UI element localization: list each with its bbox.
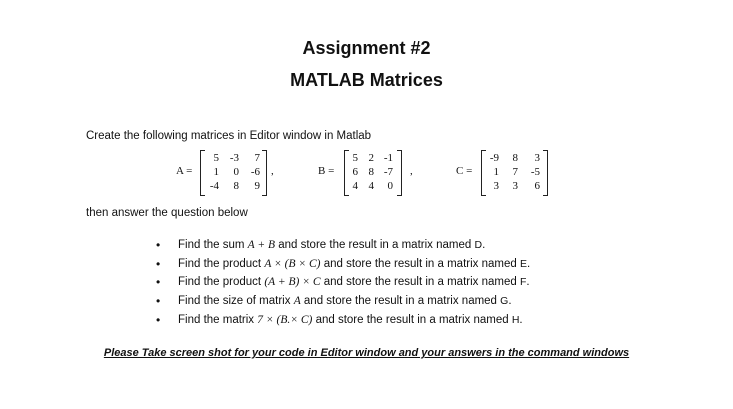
matrix-cell: 1 xyxy=(493,166,499,178)
matrix-label: A = xyxy=(176,165,193,177)
instruction-text: then answer the question below xyxy=(86,207,248,219)
assignment-title: Assignment #2 xyxy=(302,38,431,58)
task-item xyxy=(156,255,530,274)
matrix-separator: , xyxy=(410,165,413,177)
matrix-cell: 7 xyxy=(254,152,260,164)
task-end: . xyxy=(519,313,523,326)
matrix-cell: 6 xyxy=(534,180,540,192)
matrix-cell: 8 xyxy=(368,166,374,178)
right-bracket xyxy=(397,150,402,196)
task-end: . xyxy=(508,295,512,308)
task-text: and store the result in a matrix named xyxy=(320,276,520,289)
screenshot-note: Please Take screen shot for your code in Editor window and your answers in the command windows xyxy=(103,347,630,359)
matrix-cell: 0 xyxy=(233,166,239,178)
task-item xyxy=(156,273,530,292)
matrix-grid xyxy=(200,150,268,196)
matrix-cell: 4 xyxy=(352,180,358,192)
matrix-cell: 3 xyxy=(534,152,540,164)
matrix-label: B = xyxy=(318,165,335,177)
result-name: F xyxy=(519,276,527,289)
task-text: Find the product xyxy=(178,257,265,270)
task-end: . xyxy=(526,257,531,270)
right-bracket xyxy=(262,150,267,196)
result-name: E xyxy=(519,257,527,270)
task-text: Find the matrix xyxy=(178,313,258,326)
task-end: . xyxy=(482,239,486,251)
task-text: and store the result in a matrix named xyxy=(312,313,512,326)
task-list xyxy=(156,236,530,329)
task-math: A xyxy=(293,295,301,308)
matrix-cell: 7 xyxy=(512,166,518,178)
matrix-c xyxy=(456,150,556,196)
matrix-cell: 3 xyxy=(493,180,499,192)
task-math: A + B xyxy=(247,239,276,251)
result-name: H xyxy=(511,313,520,326)
task-text: Find the product xyxy=(178,276,265,289)
matrix-cell: 2 xyxy=(368,152,374,164)
matrix-cell: 8 xyxy=(233,180,239,192)
matrix-cell: 4 xyxy=(368,180,374,192)
matrix-grid xyxy=(481,150,551,196)
matrix-cell: -6 xyxy=(250,166,260,178)
assignment-subtitle: MATLAB Matrices xyxy=(290,70,443,90)
matrix-cell: 6 xyxy=(352,166,358,178)
matrix-cell: -3 xyxy=(229,152,239,164)
task-item xyxy=(156,292,530,311)
matrix-cell: -9 xyxy=(489,152,499,164)
intro-text: Create the following matrices in Editor window in Matlab xyxy=(86,130,372,142)
matrix-cell: 8 xyxy=(512,152,518,164)
matrix-cell: 5 xyxy=(213,152,219,164)
task-math: 7 × (B.× C) xyxy=(257,313,313,326)
task-math: (A + B) × C xyxy=(264,276,321,289)
matrix-cell: 5 xyxy=(352,152,358,164)
task-math: A × (B × C) xyxy=(264,257,321,270)
matrix-b xyxy=(318,150,422,196)
result-name: D xyxy=(474,239,483,251)
task-item xyxy=(156,311,530,330)
task-text: Find the sum xyxy=(178,239,248,251)
task-item xyxy=(156,236,530,255)
task-text: and store the result in a matrix named xyxy=(300,295,501,308)
matrix-cell: -5 xyxy=(530,166,540,178)
task-text: and store the result in a matrix named xyxy=(275,239,475,251)
matrix-a xyxy=(176,150,280,196)
task-text: and store the result in a matrix named xyxy=(320,257,520,270)
matrix-cell: -7 xyxy=(383,166,393,178)
result-name: G xyxy=(500,295,509,308)
matrix-cell: 3 xyxy=(512,180,518,192)
matrix-separator: , xyxy=(271,165,274,177)
matrix-cell: 1 xyxy=(213,166,219,178)
matrix-grid xyxy=(344,150,406,196)
task-end: . xyxy=(526,276,530,289)
matrix-cell: -4 xyxy=(209,180,219,192)
task-text: Find the size of matrix xyxy=(178,295,294,308)
matrix-cell: 9 xyxy=(254,180,260,192)
matrix-cell: 0 xyxy=(387,180,393,192)
right-bracket xyxy=(543,150,548,196)
matrix-cell: -1 xyxy=(383,152,393,164)
matrix-label: C = xyxy=(456,165,473,177)
